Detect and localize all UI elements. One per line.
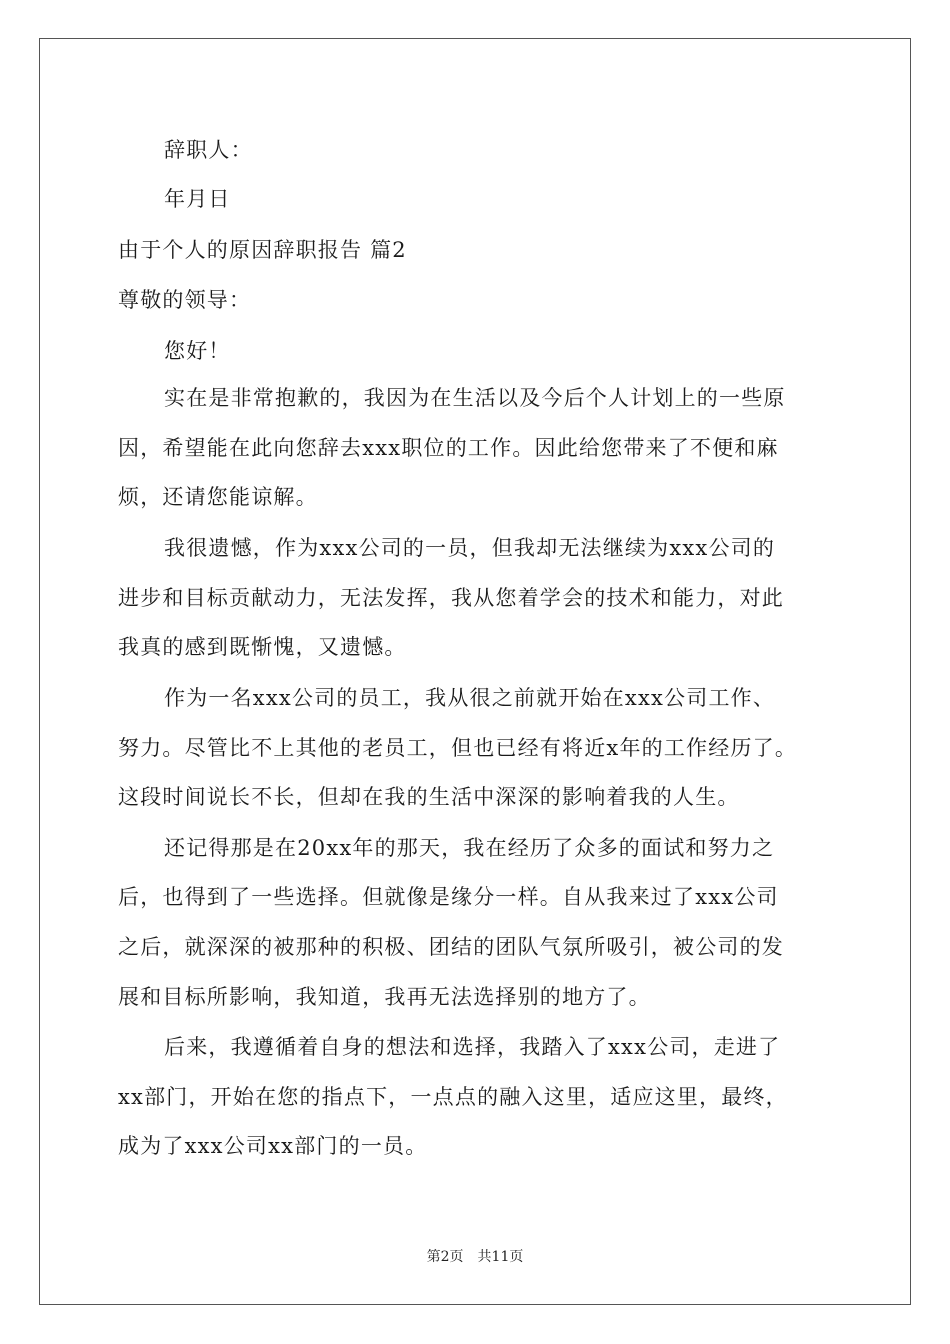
body-line: 这段时间说长不长，但却在我的生活中深深的影响着我的人生。 <box>118 785 740 809</box>
body-line: 进步和目标贡献动力，无法发挥，我从您着学会的技术和能力，对此 <box>118 586 784 610</box>
page-footer <box>0 1247 950 1267</box>
salutation: 尊敬的领导： <box>118 288 252 312</box>
body-line: 后来，我遵循着自身的想法和选择，我踏入了xxx公司，走进了 <box>164 1035 781 1059</box>
body-line: 展和目标所影响，我知道，我再无法选择别的地方了。 <box>118 985 651 1009</box>
date-line: 年月日 <box>164 187 231 211</box>
page-number: 第2页 <box>426 1249 464 1265</box>
body-line: 我真的感到既惭愧，又遗憾。 <box>118 635 407 659</box>
page-border <box>39 38 911 1305</box>
body-line: 之后，就深深的被那种的积极、团结的团队气氛所吸引，被公司的发 <box>118 935 784 959</box>
body-line: 后，也得到了一些选择。但就像是缘分一样。自从我来过了xxx公司 <box>118 885 779 909</box>
body-line: 努力。尽管比不上其他的老员工，但也已经有将近x年的工作经历了。 <box>118 736 798 760</box>
section-heading: 由于个人的原因辞职报告 篇2 <box>118 238 407 262</box>
body-line: 成为了xxx公司xx部门的一员。 <box>118 1134 428 1158</box>
body-line: xx部门，开始在您的指点下，一点点的融入这里，适应这里，最终， <box>118 1085 788 1109</box>
signature-label: 辞职人： <box>164 138 253 162</box>
body-line: 实在是非常抱歉的，我因为在生活以及今后个人计划上的一些原 <box>164 386 786 410</box>
body-line: 烦，还请您能谅解。 <box>118 485 318 509</box>
body-line: 还记得那是在20xx年的那天，我在经历了众多的面试和努力之 <box>164 836 775 860</box>
body-line: 我很遗憾，作为xxx公司的一员，但我却无法继续为xxx公司的 <box>164 536 776 560</box>
greeting: 您好！ <box>164 339 231 363</box>
body-line: 因，希望能在此向您辞去xxx职位的工作。因此给您带来了不便和麻 <box>118 436 779 460</box>
page-total: 共11页 <box>477 1249 524 1265</box>
body-line: 作为一名xxx公司的员工，我从很之前就开始在xxx公司工作、 <box>164 686 776 710</box>
